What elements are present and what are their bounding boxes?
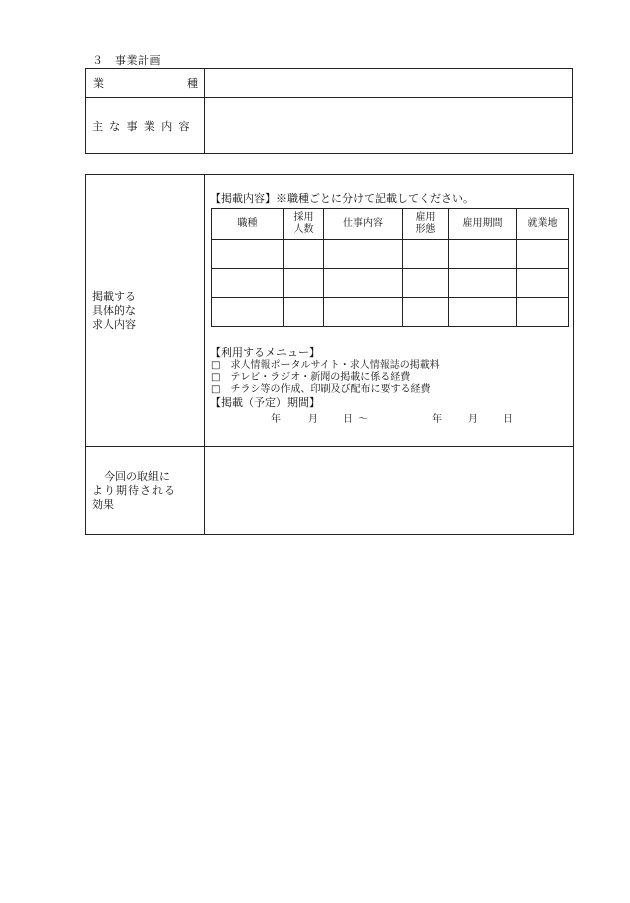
posting-label-line-1: 掲載する: [92, 289, 136, 303]
posting-label-line-2: 具体的な: [92, 303, 136, 317]
start-month-label: 月: [308, 414, 318, 425]
end-year-label: 年: [432, 414, 442, 425]
col-header-employment-type: 雇用 形態: [403, 209, 449, 240]
end-day-label: 日: [503, 414, 513, 425]
job-detail-row: [212, 298, 569, 327]
col-header-employment-period: 雇用期間: [449, 209, 517, 240]
cell-employment-type[interactable]: [403, 240, 449, 269]
job-detail-row: [212, 240, 569, 269]
cell-occupation[interactable]: [212, 298, 284, 327]
end-month-label: 月: [468, 414, 478, 425]
industry-label-right: 種: [187, 77, 198, 90]
menu-title: 【利用するメニュー】: [210, 346, 320, 359]
industry-label-cell: [86, 69, 205, 98]
cell-occupation[interactable]: [212, 240, 284, 269]
effect-label-line-3: 効果: [92, 497, 114, 511]
business-overview-table: [85, 68, 573, 154]
cell-employment-period[interactable]: [449, 240, 517, 269]
effect-label-cell: [86, 447, 205, 535]
cell-job-content[interactable]: [324, 240, 403, 269]
period-date-row: [205, 410, 573, 424]
cell-work-location[interactable]: [517, 269, 569, 298]
cell-work-location[interactable]: [517, 298, 569, 327]
period-tilde: ～: [358, 414, 368, 425]
posting-label-line-3: 求人内容: [92, 317, 136, 331]
cell-employment-type[interactable]: [403, 298, 449, 327]
start-year-label: 年: [271, 414, 281, 425]
effect-value-cell[interactable]: [205, 447, 574, 535]
cell-job-content[interactable]: [324, 269, 403, 298]
menu-item-media-checkbox[interactable]: □ テレビ・ラジオ・新聞の掲載に係る経費: [211, 372, 411, 383]
industry-value-cell[interactable]: [205, 69, 573, 98]
col-header-hire-count: 採用 人数: [284, 209, 324, 240]
col-header-occupation: 職種: [212, 209, 284, 240]
main-business-value-cell[interactable]: [205, 98, 573, 154]
cell-hire-count[interactable]: [284, 298, 324, 327]
start-day-label: 日: [343, 414, 353, 425]
posting-label-cell: [86, 175, 205, 447]
posting-content-cell: [205, 175, 574, 447]
job-detail-table: [211, 208, 569, 327]
cell-hire-count[interactable]: [284, 269, 324, 298]
cell-work-location[interactable]: [517, 240, 569, 269]
posting-content-note: 【掲載内容】※職種ごとに分けて記載してください。: [210, 192, 474, 205]
section-title: ３ 事業計画: [92, 54, 161, 67]
industry-label-left: 業: [93, 77, 104, 90]
posting-table: [85, 174, 574, 535]
job-detail-row: [212, 269, 569, 298]
main-business-label-cell: [86, 98, 205, 154]
cell-employment-type[interactable]: [403, 269, 449, 298]
effect-label-line-1: 今回の取組に: [104, 469, 170, 483]
cell-occupation[interactable]: [212, 269, 284, 298]
effect-label-line-2: より期待される: [92, 483, 176, 497]
col-header-job-content: 仕事内容: [324, 209, 403, 240]
menu-item-portal-checkbox[interactable]: □ 求人情報ポータルサイト・求人情報誌の掲載料: [211, 360, 440, 371]
period-title: 【掲載（予定）期間】: [210, 396, 320, 409]
cell-employment-period[interactable]: [449, 298, 517, 327]
job-detail-header-row: [212, 209, 569, 240]
cell-hire-count[interactable]: [284, 240, 324, 269]
col-header-work-location: 就業地: [517, 209, 569, 240]
main-business-label: 主な事業内容: [92, 119, 196, 133]
menu-item-flyer-checkbox[interactable]: □ チラシ等の作成、印刷及び配布に要する経費: [211, 384, 431, 395]
cell-employment-period[interactable]: [449, 269, 517, 298]
cell-job-content[interactable]: [324, 298, 403, 327]
